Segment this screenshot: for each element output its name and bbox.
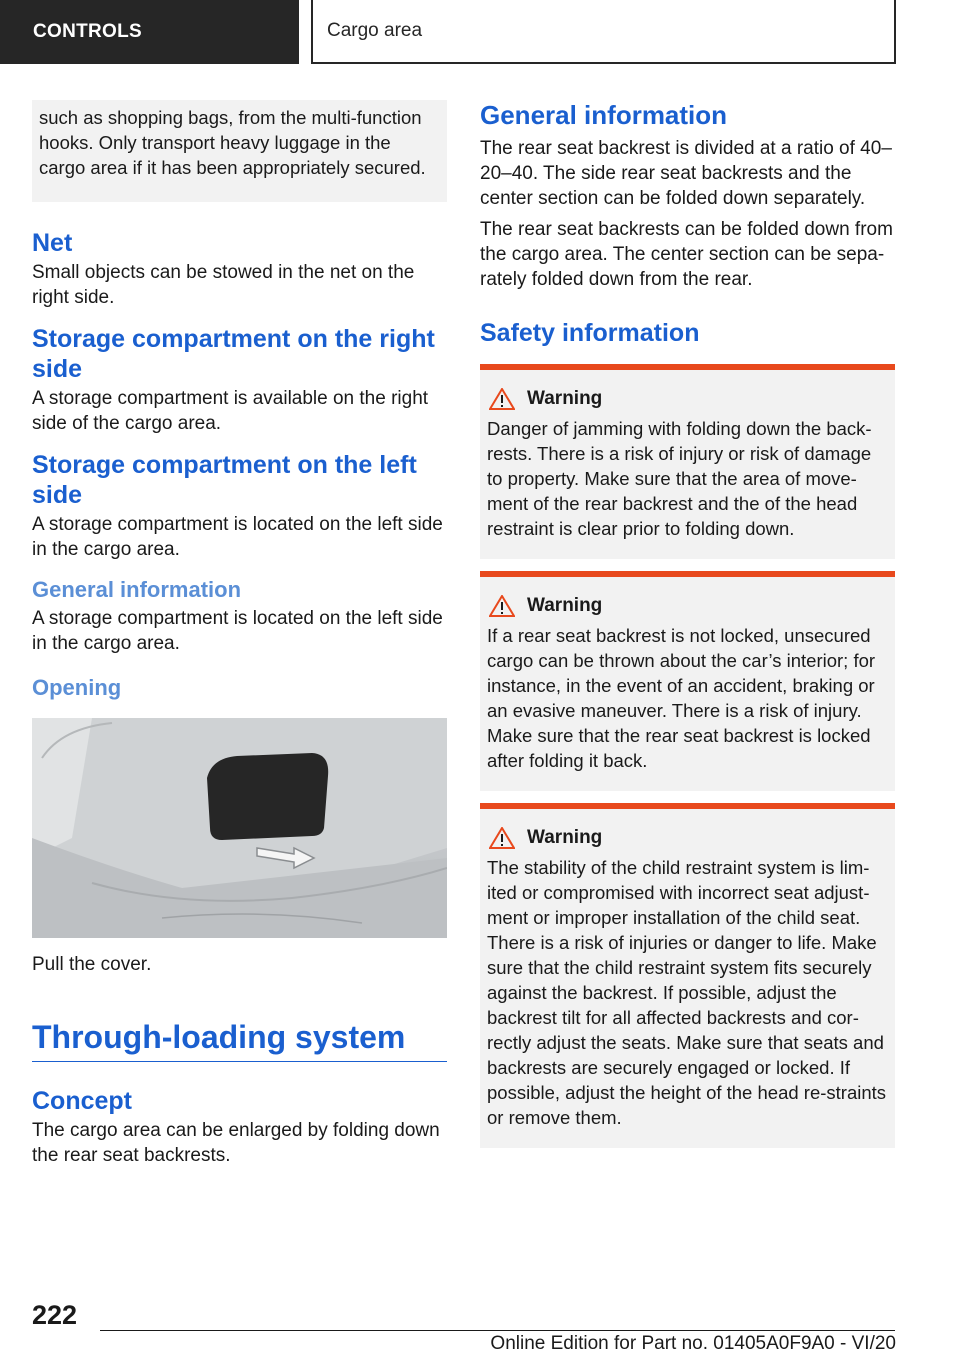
warning-header <box>487 388 887 410</box>
intro-note <box>32 100 447 202</box>
warning-header <box>487 827 887 849</box>
storage-left-heading: Storage compartment on the left side <box>32 451 417 509</box>
warning-label: Warning <box>527 595 603 616</box>
section-tab <box>0 0 299 64</box>
right-column <box>480 100 895 1148</box>
general-info-p1: The rear seat backrest is divided at a ratio of 40–20–40. The side rear seat backrests and the center section can be folded down separately. <box>480 138 892 209</box>
warning-header <box>487 595 887 617</box>
storage-right-heading: Storage compartment on the right side <box>32 325 435 383</box>
intro-note-text: such as shopping bags, from the multi-function hooks. Only transport heavy luggage in the cargo area if it has been appropriately secured. <box>39 107 426 178</box>
storage-left-text: A storage compartment is located on the left side in the cargo area. <box>32 514 443 560</box>
warning-text: If a rear seat backrest is not locked, unsecured cargo can be thrown about the car’s interior; for instance, in the event of an accident, braking or an evasive maneuver. There is a risk of injury. Make sure that the rear seat backrest is locked after folding it back. <box>487 625 876 771</box>
warning-text: The stability of the child restraint system is lim-ited or compromised with incorrect seat adjust-ment or improper installation of the child seat. There is a risk of injuries or danger to life. Make sure that the child restraint system fits securely against the backrest. If possible, adjust the backrest tilt for all affected backrests and cor-rectly adjust the seats. Make sure that seats and backrests are securely engaged or locked. If possible, adjust the height of the head re-straints or remove them. <box>487 857 887 1128</box>
warning-triangle-icon <box>489 827 515 849</box>
warning-text: Danger of jamming with folding down the back-rests. There is a risk of injury or risk of damage to property. Make sure that the area of move-ment of the rear backrest and the of the head restraint is clear prior to folding down. <box>487 418 872 539</box>
cover-drawing <box>32 718 447 938</box>
footer-divider <box>100 1330 895 1331</box>
page-number: 222 <box>32 1300 78 1330</box>
warning-triangle-icon <box>489 595 515 617</box>
opening-caption: Pull the cover. <box>32 954 152 975</box>
section-label: CONTROLS <box>33 21 143 42</box>
warning-label: Warning <box>527 388 603 409</box>
through-loading-heading: Through-loading system <box>32 1017 447 1062</box>
left-column <box>32 100 447 1168</box>
concept-text: The cargo area can be enlarged by folding down the rear seat backrests. <box>32 1120 440 1166</box>
general-info-p2: The rear seat backrests can be folded down from the cargo area. The center section can be sepa-rately folded down from the rear. <box>480 219 893 290</box>
footer-edition: Online Edition for Part no. 01405A0F9A0 - VI/20 <box>490 1333 896 1354</box>
safety-heading: Safety information <box>480 319 700 347</box>
warning-label: Warning <box>527 827 603 848</box>
net-text: Small objects can be stowed in the net on the right side. <box>32 262 415 308</box>
opening-heading: Opening <box>32 675 122 700</box>
warning-box-2 <box>480 571 895 791</box>
general-info-text: A storage compartment is located on the left side in the cargo area. <box>32 608 443 654</box>
warning-triangle-icon <box>489 388 515 410</box>
chapter-label: Cargo area <box>327 20 423 41</box>
general-info-heading: General information <box>480 100 728 130</box>
net-heading: Net <box>32 229 73 257</box>
general-info-subheading: General information <box>32 577 242 602</box>
warning-box-3 <box>480 803 895 1148</box>
storage-right-text: A storage compartment is available on the right side of the cargo area. <box>32 388 429 434</box>
storage-cover-illustration <box>32 718 447 938</box>
concept-heading: Concept <box>32 1087 132 1115</box>
chapter-header <box>311 0 896 64</box>
warning-box-1 <box>480 364 895 559</box>
